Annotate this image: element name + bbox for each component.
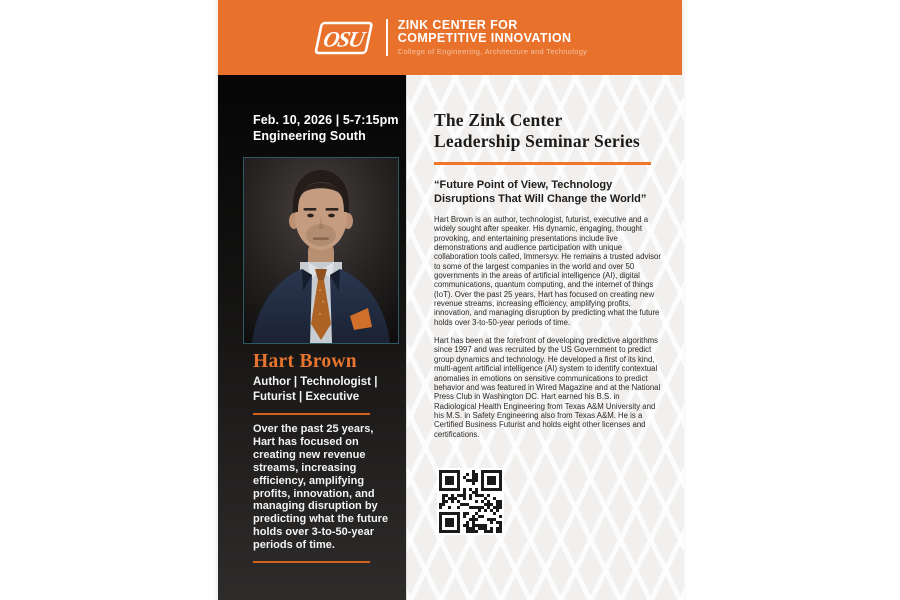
speaker-photo bbox=[243, 157, 399, 344]
speaker-summary: Over the past 25 years, Hart has focused on creating new revenue streams, increasing efficiency, amplifying profits, innovation, and managing disruption by predicting what the future holds over 3-to-50-year periods of time. bbox=[253, 423, 389, 552]
center-name-line1: ZINK CENTER FOR bbox=[397, 18, 518, 32]
event-info bbox=[253, 112, 399, 144]
accent-rule-bottom bbox=[253, 561, 370, 563]
college-name: College of Engineering, Architecture and Technology bbox=[397, 47, 588, 56]
speaker-name: Hart Brown bbox=[253, 351, 357, 372]
header-divider bbox=[386, 19, 388, 56]
talk-title: “Future Point of View, Technology Disruptions That Will Change the World” bbox=[434, 179, 647, 205]
event-datetime: Feb. 10, 2026 | 5-7:15pm bbox=[253, 113, 399, 127]
series-title-line1: The Zink Center bbox=[434, 110, 563, 130]
bio-paragraph-1: Hart Brown is an author, technologist, futurist, executive and a widely sought after speaker. His dynamic, engaging, thought provoking, and entertaining presentations include live demonstrations and audience participation with unique collaboration tools called, Immersyv. He remains a trusted advisor to some of the largest companies in the world and over 50 governments in the areas of artificial intelligence (AI), digital communications, quantum computing, and the internet of things (IoT). Over the past 25 years, Hart has focused on creating new revenue streams, increasing efficiency, amplifying profits, innovation, and managing disruption by predicting what the future holds over 3-to-50-year periods of time. bbox=[434, 215, 661, 327]
series-title-line2: Leadership Seminar Series bbox=[434, 131, 640, 151]
accent-rule-top bbox=[253, 413, 370, 415]
title-accent-rule bbox=[434, 162, 651, 165]
flyer-header bbox=[218, 0, 682, 75]
speaker-titles: Author | Technologist | Futurist | Executive bbox=[253, 376, 378, 403]
seminar-flyer bbox=[218, 0, 682, 600]
bio-paragraph-2: Hart has been at the forefront of developing predictive algorithms since 1997 and was recruited by the US Government to predict group dynamics and technology. He developed a first of its kind, multi-agent artificial intelligence (AI) system to identify contextual anomalies in emotions on sensitive communications to predict behavior and was featured in Wired Magazine and at the National Press Club in Washington DC. Hart earned his B.S. in Radiological Health Engineering from Texas A&M University and his M.S. in Safety Engineering also from Texas A&M. He is a Certified Business Futurist and holds eight other licenses and certifications. bbox=[434, 336, 661, 439]
center-name-line2: COMPETITIVE INNOVATION bbox=[397, 30, 572, 45]
seminar-panel bbox=[406, 75, 684, 600]
qr-code bbox=[437, 468, 504, 535]
osu-logo-icon bbox=[313, 20, 375, 56]
brand-lockup bbox=[313, 19, 587, 56]
event-location: Engineering South bbox=[253, 129, 366, 143]
svg-text:OSU: OSU bbox=[320, 26, 366, 51]
speaker-panel bbox=[218, 75, 406, 600]
flyer-body bbox=[218, 75, 682, 600]
brand-text bbox=[398, 19, 587, 56]
series-title bbox=[434, 110, 666, 152]
